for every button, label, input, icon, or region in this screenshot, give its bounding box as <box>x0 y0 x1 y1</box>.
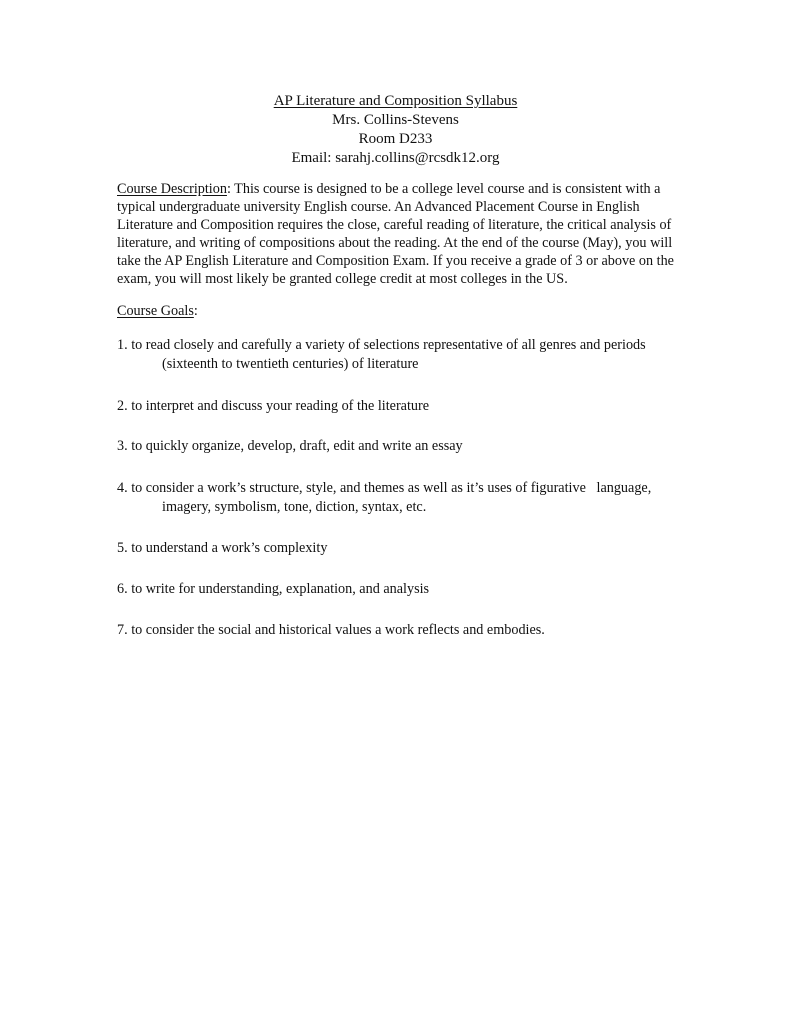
teacher-name: Mrs. Collins-Stevens <box>332 112 459 128</box>
description-text-line: exam, you will most likely be granted college credit at most colleges in the US. <box>117 271 568 287</box>
goal-text: 7. to consider the social and historical values a work reflects and embodies. <box>117 622 545 638</box>
course-goals-label: Course Goals <box>117 303 194 319</box>
goal-text: 1. to read closely and carefully a variety of selections representative of all genres and periods <box>117 337 646 353</box>
description-first-line <box>117 180 677 198</box>
description-text-line: take the AP English Literature and Composition Exam. If you receive a grade of 3 or above on the <box>117 253 674 269</box>
goal-text-continued: imagery, symbolism, tone, diction, syntax, etc. <box>162 499 427 515</box>
description-text-line: Literature and Composition requires the close, careful reading of literature, the critical analysis of <box>117 217 672 233</box>
description-text-line: literature, and writing of compositions about the reading. At the end of the course (May), you will <box>117 235 673 251</box>
goal-text: 5. to understand a work’s complexity <box>117 540 328 556</box>
course-description-section <box>117 180 677 288</box>
goal-text: 2. to interpret and discuss your reading of the literature <box>117 398 430 414</box>
course-goals-heading <box>117 302 717 320</box>
goal-item <box>117 437 717 456</box>
goal-item <box>117 479 717 517</box>
course-description-colon: : <box>226 181 231 197</box>
goal-item <box>117 397 717 416</box>
syllabus-header <box>0 92 791 168</box>
description-text-line: typical undergraduate university English course. An Advanced Placement Course in English <box>117 199 640 215</box>
course-description-label: Course Description <box>117 181 227 197</box>
goal-item <box>117 580 717 599</box>
description-text-line: This course is designed to be a college level course and is consistent with a <box>230 181 661 197</box>
goal-item <box>117 621 717 640</box>
goal-text: 6. to write for understanding, explanation, and analysis <box>117 581 430 597</box>
goal-item <box>117 539 717 558</box>
room-number: Room D233 <box>358 131 433 147</box>
goal-item <box>117 336 717 374</box>
document-title: AP Literature and Composition Syllabus <box>273 93 518 109</box>
course-goals-colon: : <box>193 303 198 319</box>
teacher-email: Email: sarahj.collins@rcsdk12.org <box>291 150 500 166</box>
goal-text: 3. to quickly organize, develop, draft, edit and write an essay <box>117 438 463 454</box>
goal-text-continued: (sixteenth to twentieth centuries) of literature <box>162 356 419 372</box>
goal-text: 4. to consider a work’s structure, style, and themes as well as it’s uses of figurative language, <box>117 480 652 496</box>
